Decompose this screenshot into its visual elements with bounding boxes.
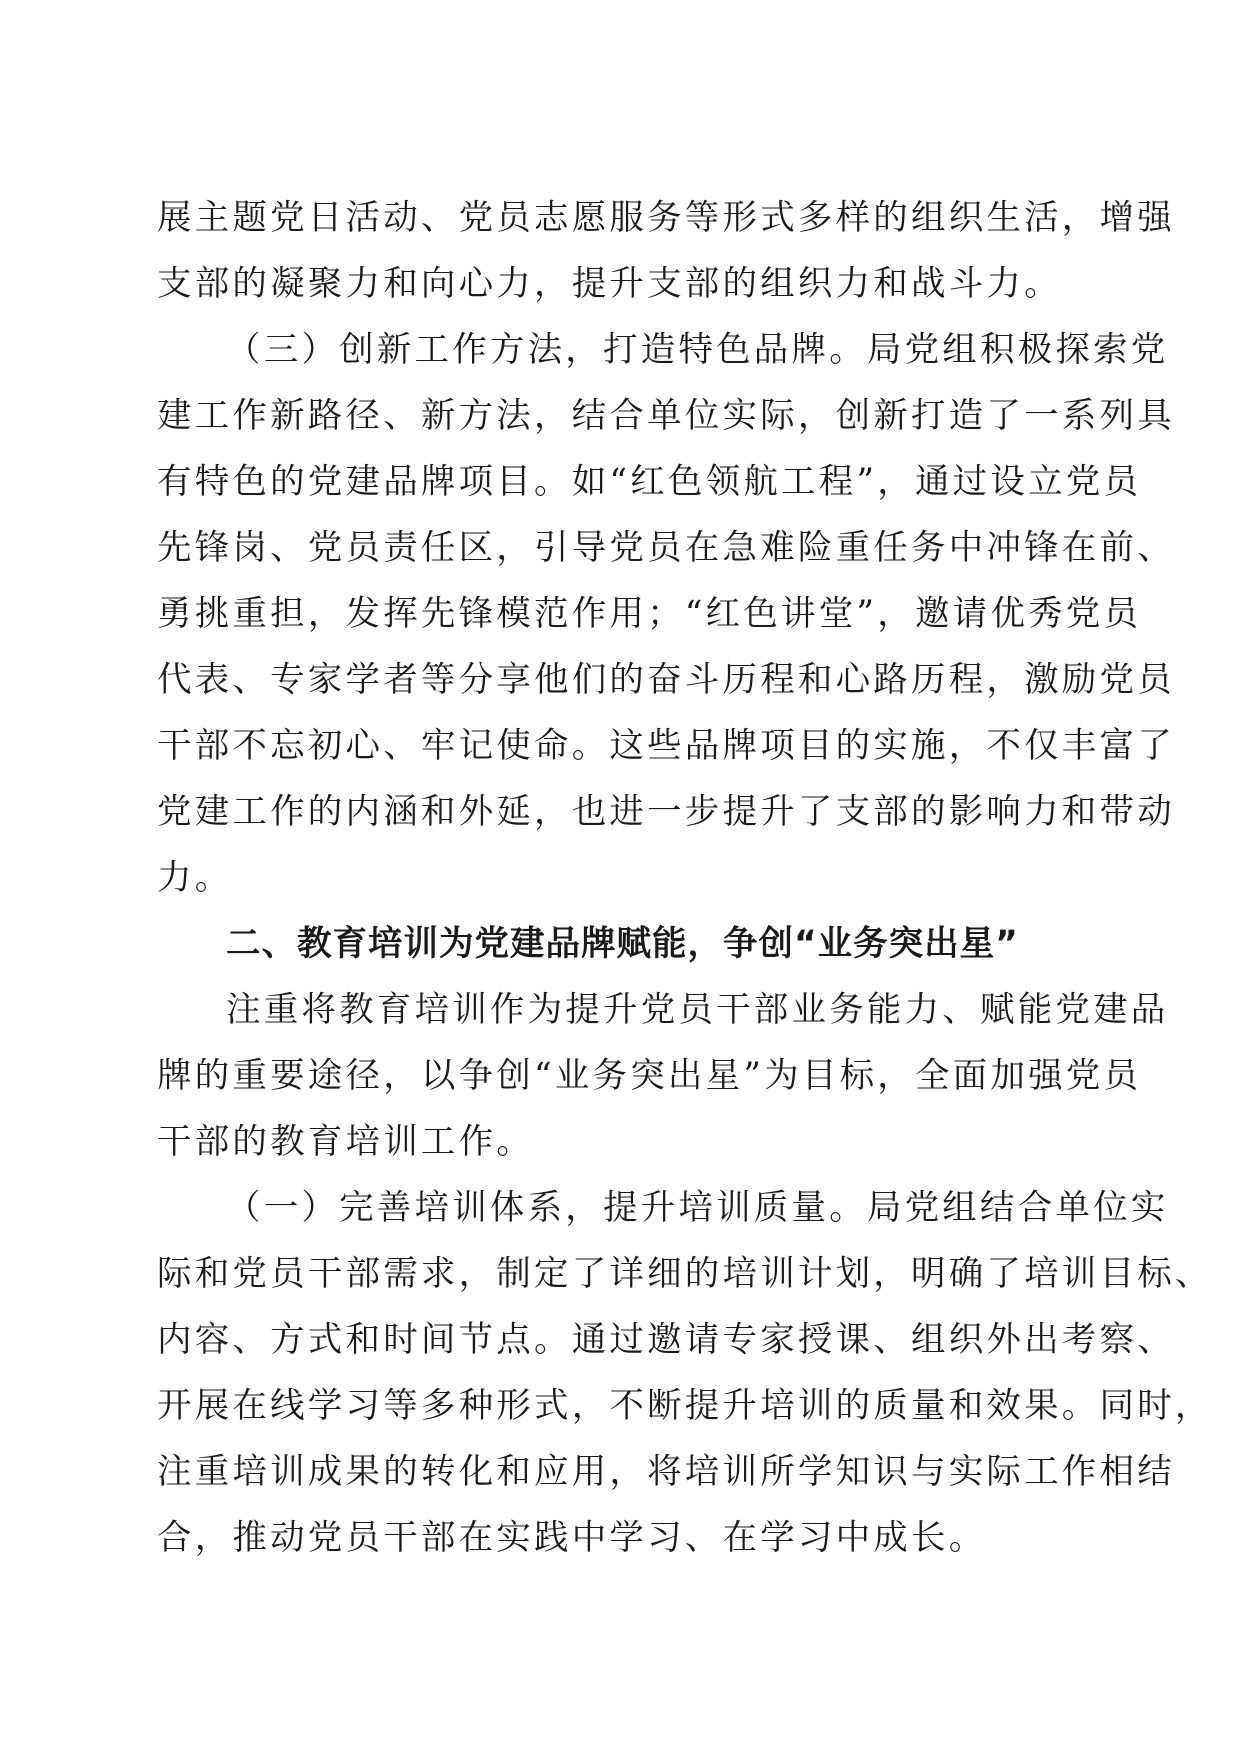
body-text [157, 185, 1213, 1571]
text-line: 合，推动党员干部在实践中学习、在学习中成长。 [157, 1518, 987, 1558]
text-line: 党建工作的内涵和外延，也进一步提升了支部的影响力和带动 [157, 792, 1175, 832]
text-line: 力。 [157, 858, 233, 898]
text-line: 勇挑重担，发挥先锋模范作用；“红色讲堂”，邀请优秀党员 [157, 594, 1142, 634]
text-line: 先锋岗、党员责任区，引导党员在急难险重任务中冲锋在前、 [157, 528, 1175, 568]
section-heading: 二、教育培训为党建品牌赋能，争创“业务突出星” [226, 924, 1019, 964]
text-line: 注重培训成果的转化和应用，将培训所学知识与实际工作相结 [157, 1452, 1175, 1492]
text-line: 支部的凝聚力和向心力，提升支部的组织力和战斗力。 [157, 264, 1062, 304]
text-line: 干部的教育培训工作。 [157, 1122, 534, 1162]
text-line: （三）创新工作方法，打造特色品牌。局党组积极探索党 [226, 330, 1169, 370]
text-line: 有特色的党建品牌项目。如“红色领航工程”，通过设立党员 [157, 462, 1142, 502]
text-line: 开展在线学习等多种形式，不断提升培训的质量和效果。同时， [157, 1386, 1213, 1426]
text-line: 干部不忘初心、牢记使命。这些品牌项目的实施，不仅丰富了 [157, 726, 1175, 766]
text-line: （一）完善培训体系，提升培训质量。局党组结合单位实 [226, 1188, 1169, 1228]
text-line: 际和党员干部需求，制定了详细的培训计划，明确了培训目标、 [157, 1254, 1213, 1294]
text-line: 建工作新路径、新方法，结合单位实际，创新打造了一系列具 [157, 396, 1175, 436]
text-line: 代表、专家学者等分享他们的奋斗历程和心路历程，激励党员 [157, 660, 1175, 700]
text-line: 牌的重要途径，以争创“业务突出星”为目标，全面加强党员 [157, 1056, 1142, 1096]
text-line: 注重将教育培训作为提升党员干部业务能力、赋能党建品 [226, 990, 1169, 1030]
text-line: 展主题党日活动、党员志愿服务等形式多样的组织生活，增强 [157, 198, 1175, 238]
text-line: 内容、方式和时间节点。通过邀请专家授课、组织外出考察、 [157, 1320, 1175, 1360]
